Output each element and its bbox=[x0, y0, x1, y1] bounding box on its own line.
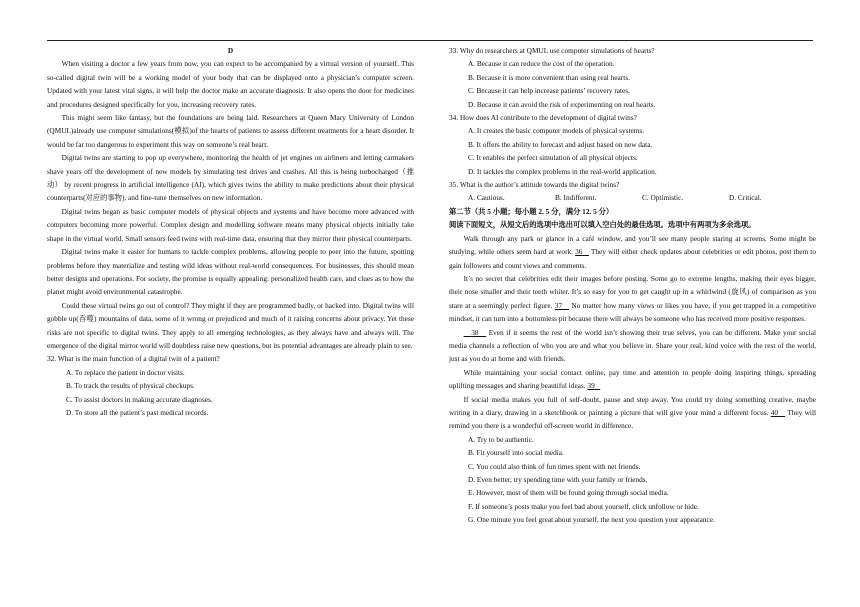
cloze-option-e[interactable]: E. However, most of them will be found going through social media. bbox=[468, 488, 669, 498]
question-stem: 32. What is the main function of a digital twin of a patient? bbox=[47, 354, 220, 364]
text: Even if it seems the rest of the world isn’t showing their true selves, you can be different. Make your social media channels a reflection of who you are and what you believe in. Share your real, kind voice with the rest of the world, just as you do at home and with friends. bbox=[449, 327, 816, 364]
question-32 bbox=[47, 352, 414, 419]
cloze-paragraph-5 bbox=[449, 393, 816, 433]
cloze-paragraph-4 bbox=[449, 366, 816, 393]
option-c[interactable]: C. To assist doctors in making accurate diagnoses. bbox=[66, 394, 213, 404]
option-b[interactable]: B. Because it is more convenient than using real hearts. bbox=[468, 72, 630, 82]
question-34 bbox=[449, 111, 816, 178]
passage-paragraph-6: Could these virtual twins go out of control? They might if they are programmed badly, or hacked into. Digital twins will gobble up(吞噬) mountains of data, some of it wrong or prejudiced and much of it raising concerns about privacy. Yet these risks are not specific to digital twins. They apply to all emerging technologies, as they always have and always will. The emergence of the digital mirror world will doubtless raise new questions, but its potential advantages are already plain to see. bbox=[47, 300, 414, 350]
blank-36[interactable]: 36 bbox=[575, 247, 583, 257]
inline-options bbox=[449, 191, 816, 204]
option-a[interactable]: A. Because it can reduce the cost of the operation. bbox=[468, 59, 615, 69]
section-instruction: 阅读下面短文，从短文后的选项中选出可以填入空白处的最佳选项。选项中有两项为多余选项。 bbox=[449, 220, 756, 230]
option-c[interactable]: C. Optimistic. bbox=[642, 193, 684, 203]
section-title: 第二节（共 5 小题；每小题 2. 5 分，满分 12. 5 分） bbox=[449, 206, 614, 216]
text: They will remind you there is a wonderful off-screen world in difference. bbox=[449, 407, 816, 431]
blank-40[interactable]: 40 bbox=[770, 407, 779, 417]
cloze-paragraph-3 bbox=[449, 326, 816, 366]
text: No matter how many views or likes you have, if you get trapped in a competitive mindset, it can turn into a bottomless pit because there will always be someone who has received more positive responses. bbox=[449, 300, 816, 324]
passage-paragraph-1: When visiting a doctor a few years from now, you can expect to be accompanied by a virtual version of yourself. This so-called digital twin will be a working model of your body that can be displayed onto a physician’s computer screen. Updated with your latest vital signs, it will help the doctor make an accurate diagnosis. It also opens the door for medicines and procedures designed specifically for you, increasing recovery rates. bbox=[47, 59, 414, 109]
passage-heading: D bbox=[227, 46, 234, 55]
option-c[interactable]: C. Because it can help increase patients’ recovery rates. bbox=[468, 86, 630, 96]
text: If social media makes you full of self-doubt, pause and step away. You could try doing something creative, maybe writing in a diary, drawing in a sketchbook or painting a picture that will give your mind a different focus. bbox=[449, 394, 816, 417]
text: It’s no secret that celebrities edit their images before posting. Some go to extreme lengths, making their eyes bigger, their nose smaller and their teeth whiter. It’s so easy for you to get caught up in a whirlwind (旋风) of comparison as you stare at a seemingly perfect figure. bbox=[449, 273, 816, 310]
cloze-option-d[interactable]: D. Even better, try spending time with your family or friends. bbox=[468, 475, 648, 484]
option-a[interactable]: A. To replace the patient in doctor visits. bbox=[66, 367, 185, 377]
option-c[interactable]: C. It enables the perfect simulation of all physical objects. bbox=[468, 153, 638, 163]
option-b[interactable]: B. Indifferent. bbox=[555, 193, 597, 203]
passage-paragraph-2: This might seem like fantasy, but the foundations are being laid. Researchers at Queen Mary University of London (QMUL)already use computer simulations(模拟)of the hearts of patients to assess different treatments for a heart disorder. It would be far too dangerous to experiment this way on someone’s real heart. bbox=[47, 113, 414, 149]
cloze-option-c[interactable]: C. You could also think of fun times spent with net friends. bbox=[468, 461, 641, 471]
option-b[interactable]: B. To track the results of physical checkups. bbox=[66, 381, 195, 391]
blank-38[interactable]: 38 bbox=[471, 327, 479, 337]
option-d[interactable]: D. Critical. bbox=[729, 193, 762, 203]
question-33 bbox=[449, 44, 816, 111]
option-a[interactable]: A. It creates the basic computer models of physical systems. bbox=[468, 126, 645, 136]
right-column bbox=[449, 44, 816, 527]
page-top-rule bbox=[47, 40, 813, 41]
cloze-option-f[interactable]: F. If someone’s posts make you feel bad about yourself, click unfollow or hide. bbox=[468, 501, 699, 511]
passage-paragraph-4: Digital twins began as basic computer models of physical objects and systems and have become more advanced with computers becoming more powerful. Complex design and modelling software means many physical objects initially take shape in the virtual world. Small sensors feed twins with real-time data, ensuring that they mirror their physical counterparts. bbox=[47, 206, 414, 243]
option-a[interactable]: A. Cautious. bbox=[468, 193, 505, 203]
blank-37[interactable]: 37 bbox=[554, 300, 563, 310]
option-b[interactable]: B. It offers the ability to forecast and adjust based on new data. bbox=[468, 139, 653, 149]
question-35 bbox=[449, 178, 816, 205]
option-d[interactable]: D. To store all the patient’s past medical records. bbox=[66, 407, 209, 417]
cloze-paragraph-2 bbox=[449, 272, 816, 326]
question-stem: 35. What is the author’s attitude towards the digital twins? bbox=[449, 180, 620, 190]
option-d[interactable]: D. Because it can avoid the risk of experimenting on real hearts. bbox=[468, 99, 656, 109]
question-stem: 33. Why do researchers at QMUL use computer simulations of hearts? bbox=[449, 46, 655, 55]
text: Walk through any park or glance in a café window, and you’ll see many people staring at screens. Some might be studying, while others seem hard at work. bbox=[449, 233, 816, 257]
option-d[interactable]: D. It tackles the complex problems in the real-world application. bbox=[468, 166, 657, 176]
left-column bbox=[47, 44, 414, 419]
passage-paragraph-5: Digital twins make it easier for humans to tackle complex problems, allowing people to peer into the future, spotting problems before they materialize and testing wild ideas without real-world consequences. For businesses, this should mean better designs and operations. For society, the promise is equally appealing: personalized health care, and clues as to how the planet might avoid environmental catastrophe. bbox=[47, 247, 414, 297]
cloze-option-g[interactable]: G. One minute you feel great about yourself, the next you question your appearance. bbox=[468, 515, 715, 525]
passage-paragraph-3: Digital twins are starting to pop up everywhere, monitoring the health of jet engines on airliners and letting carmakers shave years off the development of new models by simulating test drives and crashes. All this is being turbocharged（推动） by recent progress in artificial intelligence (AI), which gives twins the ability to make predictions about their physical counterparts(对应的事物), and fine-tune themselves on new information. bbox=[47, 153, 414, 203]
cloze-option-b[interactable]: B. Fit yourself into social media. bbox=[468, 448, 564, 458]
blank-39[interactable]: 39 bbox=[587, 381, 595, 391]
cloze-paragraph-1 bbox=[449, 232, 816, 272]
cloze-option-a[interactable]: A. Try to be authentic. bbox=[468, 434, 534, 444]
question-stem: 34. How does AI contribute to the development of digital twins? bbox=[449, 113, 637, 123]
text: While maintaining your social contact online, pay time and attention to people doing inspiring things, spreading uplifting messages and sharing beautiful ideas. bbox=[449, 367, 816, 391]
text: They will either check updates about celebrities or edit photos, post them to gain followers and count views and comments. bbox=[449, 247, 816, 270]
